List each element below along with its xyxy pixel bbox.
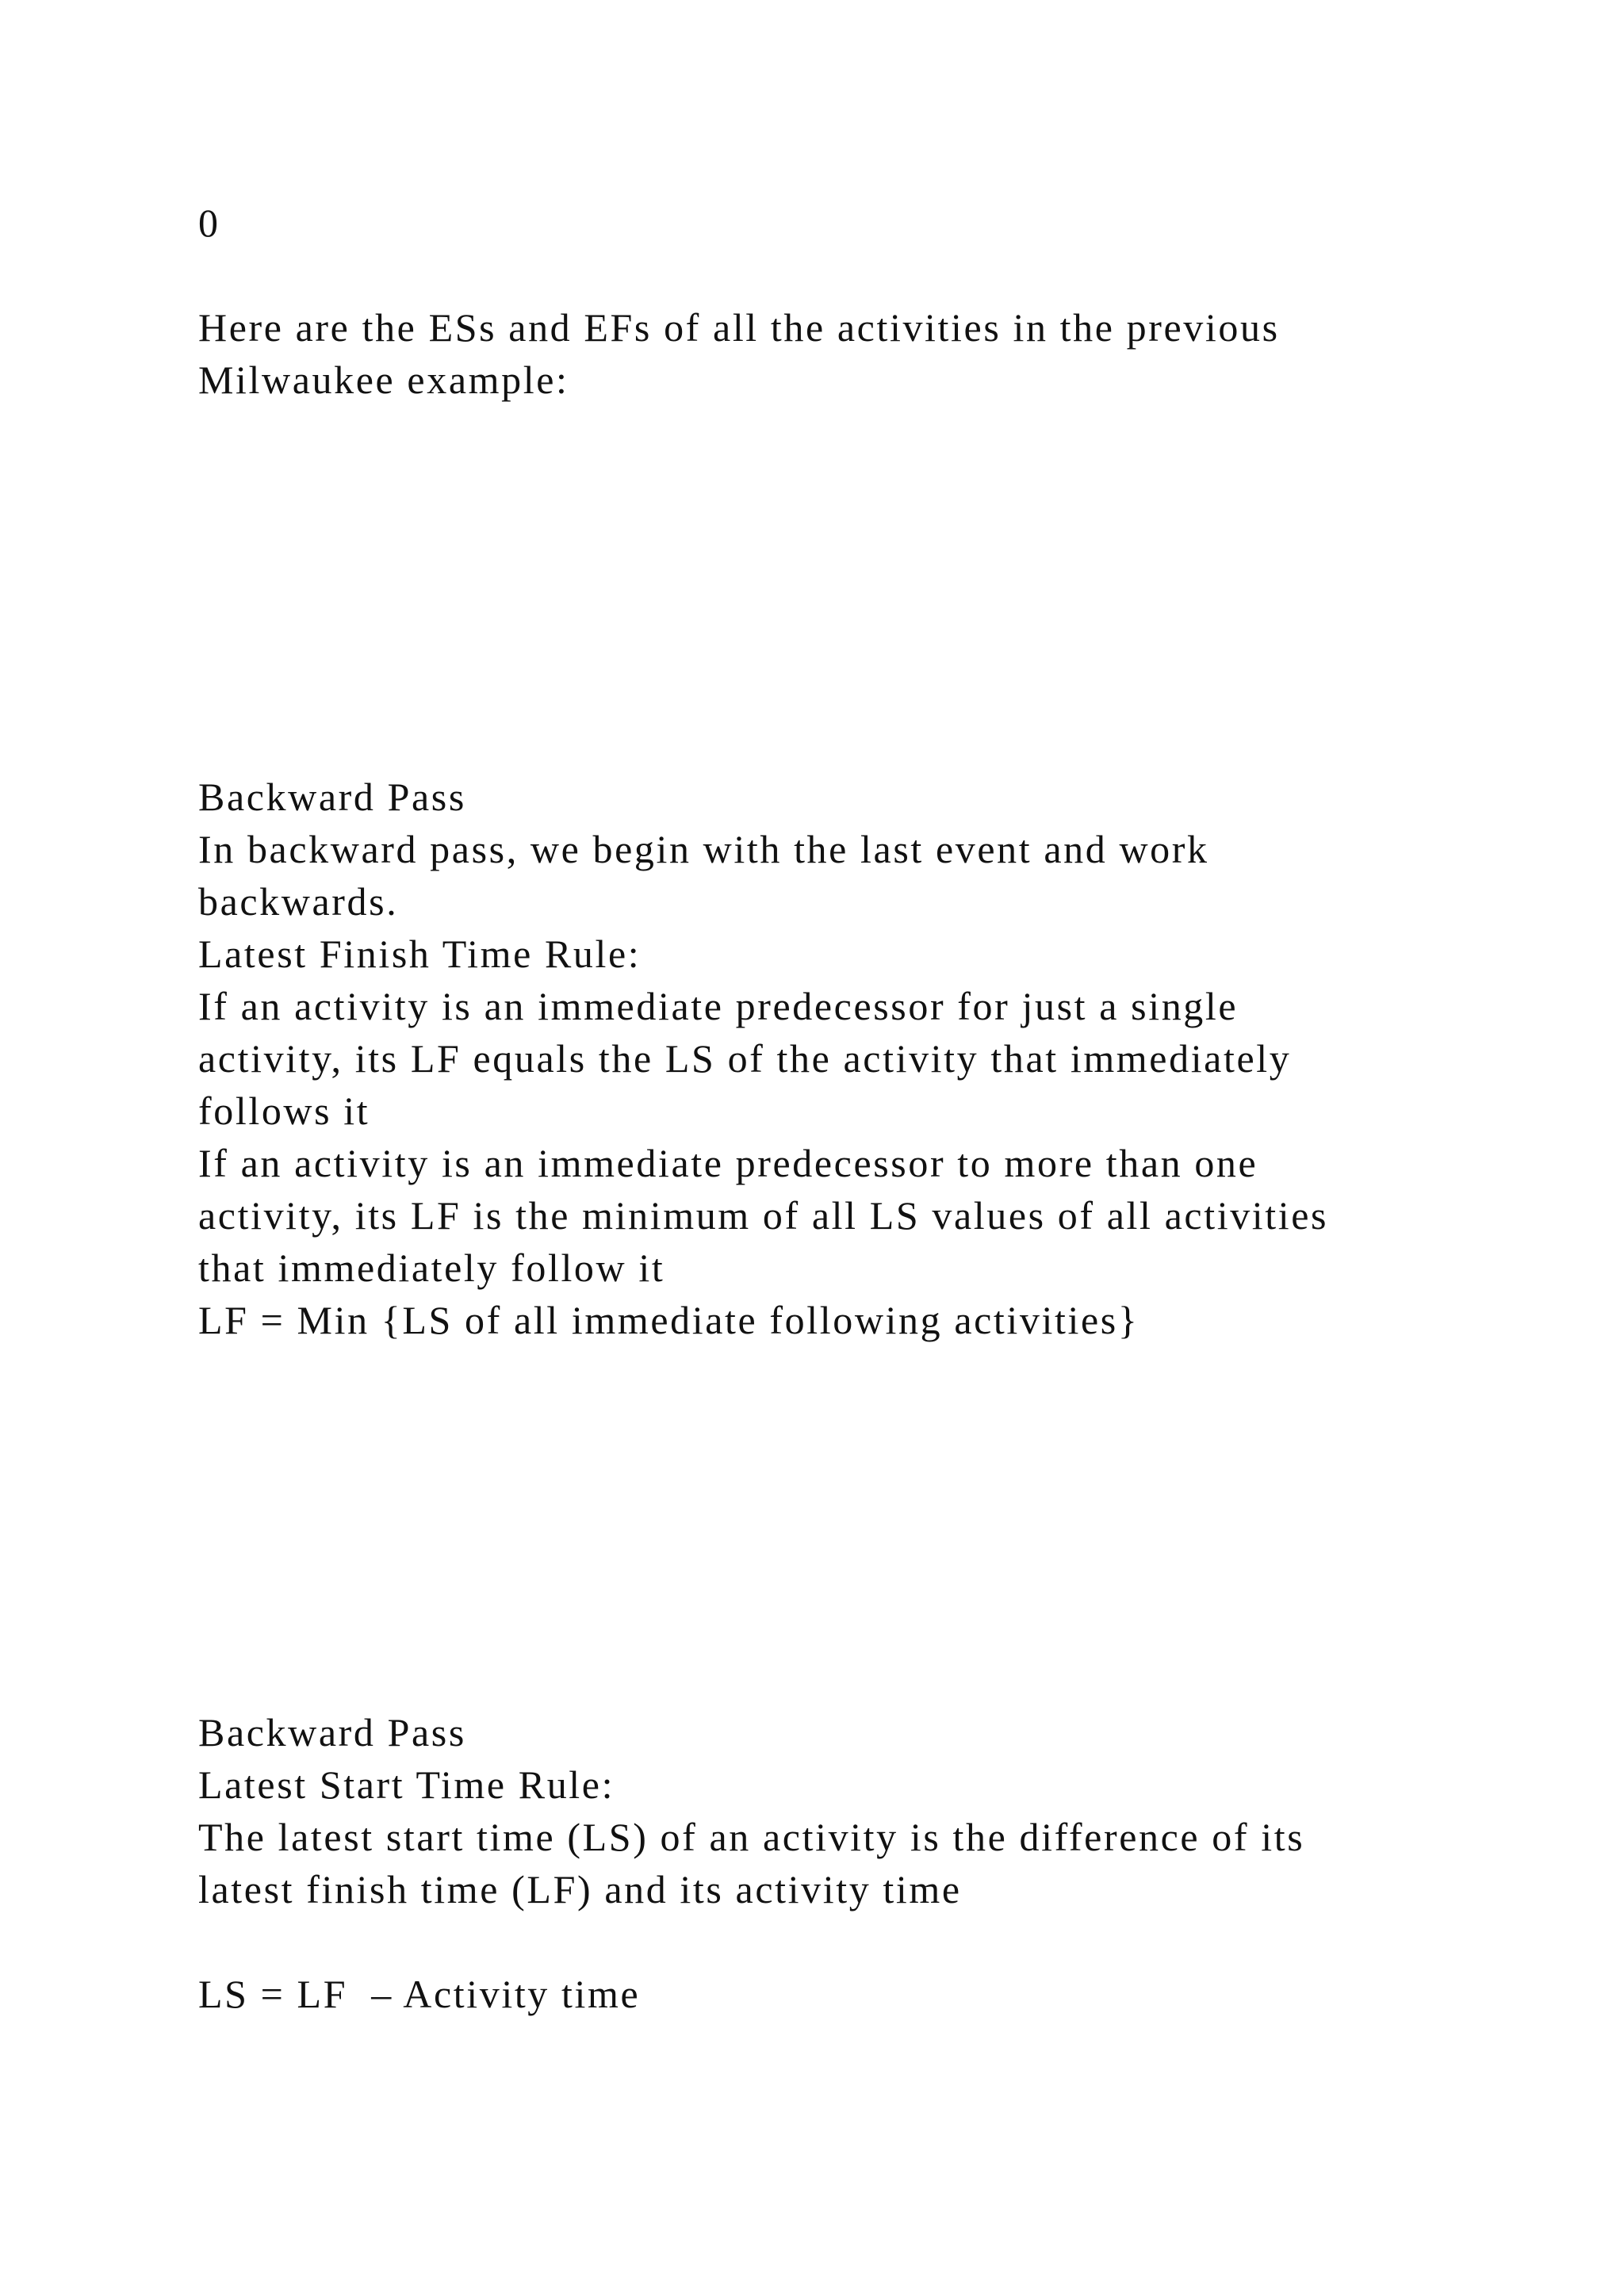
intro-line: Milwaukee example:	[198, 358, 569, 402]
rule-title: Latest Start Time Rule:	[198, 1762, 615, 1807]
section-heading: Backward Pass	[198, 775, 466, 819]
body-line: In backward pass, we begin with the last event and work	[198, 827, 1209, 871]
rule-title: Latest Finish Time Rule:	[198, 932, 642, 976]
body-line: backwards.	[198, 879, 399, 924]
page-number: 0	[198, 201, 220, 245]
body-line: activity, its LF equals the LS of the activity that immediately	[198, 1036, 1292, 1081]
body-line: that immediately follow it	[198, 1246, 665, 1290]
body-line: If an activity is an immediate predecessor to more than one	[198, 1141, 1258, 1185]
body-line: follows it	[198, 1089, 370, 1133]
section-heading: Backward Pass	[198, 1710, 466, 1755]
ls-formula: LS = LF – Activity time	[198, 1972, 641, 2016]
lf-formula: LF = Min {LS of all immediate following activities}	[198, 1298, 1139, 1342]
body-line: If an activity is an immediate predecessor for just a single	[198, 984, 1239, 1028]
intro-line: Here are the ESs and EFs of all the activities in the previous	[198, 305, 1280, 350]
body-line: activity, its LF is the minimum of all LS values of all activities	[198, 1193, 1329, 1238]
body-line: latest finish time (LF) and its activity time	[198, 1867, 962, 1911]
body-line: The latest start time (LS) of an activity is the difference of its	[198, 1815, 1305, 1859]
